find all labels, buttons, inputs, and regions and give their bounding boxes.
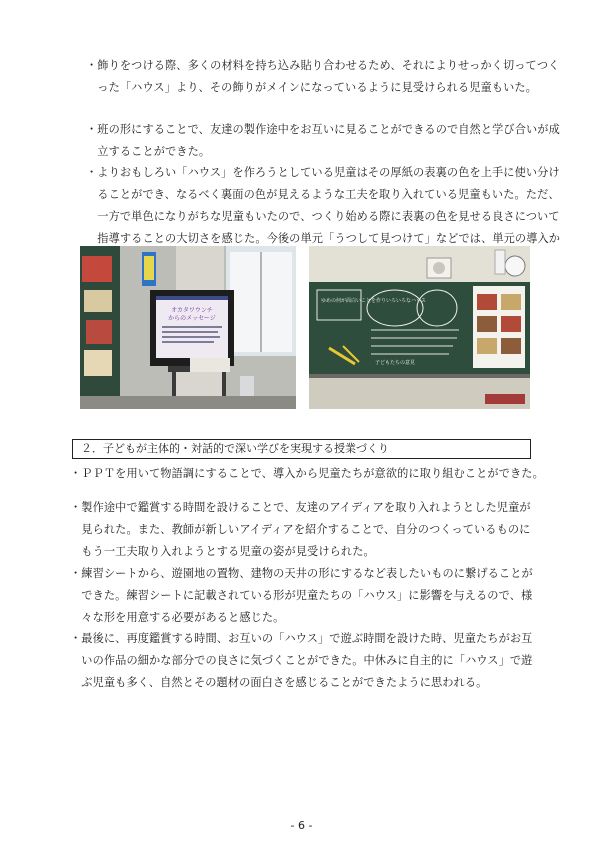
board-text-2: 子どもたちの意見 bbox=[375, 360, 416, 366]
paragraph-ppt bbox=[70, 463, 544, 485]
photo-right-image bbox=[309, 246, 530, 409]
text-line: ・ＰＰＴを用いて物語調にすることで、導入から児童たちが意欲的に取り組むことができた。 bbox=[70, 467, 544, 480]
screen-title-line2: からのメッセージ bbox=[168, 315, 216, 322]
section-heading: ２．子どもが主体的・対話的で深い学びを実現する授業づくり bbox=[72, 439, 531, 459]
text-line: ・練習シートから、遊園地の置物、建物の天井の形にするなど表したいものに繋げることが bbox=[70, 567, 533, 580]
text-line: ることができ、なるべく裏面の色が見えるような工夫を取り入れている児童もいた。ただ、 bbox=[86, 188, 560, 201]
text-line: もう一工夫取り入れようとする児童の姿が見受けられた。 bbox=[70, 545, 375, 558]
classroom-monitor-photo bbox=[80, 246, 296, 409]
paragraph-group-shape bbox=[86, 119, 560, 163]
blackboard-photo bbox=[309, 246, 530, 409]
text-line: 々な形を用意する必要があると感じた。 bbox=[70, 611, 285, 624]
text-line: いの作品の細かな部分での良さに気づくことができた。中休みに自主的に「ハウス」で遊 bbox=[70, 654, 533, 667]
text-line: ・製作途中で鑑賞する時間を設けることで、友達のアイディアを取り入れようとした児童が bbox=[70, 501, 531, 514]
text-line: った「ハウス」より、その飾りがメインになっているように見受けられる児童もいた。 bbox=[86, 81, 537, 94]
page-number: - 6 - bbox=[290, 819, 313, 832]
paragraph-decorations bbox=[86, 55, 560, 99]
text-line: できた。練習シートに記載されている形が児童たちの「ハウス」に影響を与えるので、様 bbox=[70, 589, 533, 602]
text-line: ぶ児童も多く、自然とその題材の面白さを感じることができたように思われる。 bbox=[70, 676, 488, 689]
paragraph-practice-sheet bbox=[70, 563, 540, 629]
paragraph-final-appreciation bbox=[70, 628, 540, 694]
text-line: 見られた。また、教師が新しいアイディアを紹介することで、自分のつくっているものに bbox=[70, 523, 531, 536]
board-text-1: ゆめの何が面白いことを作りいろいろなハウス bbox=[321, 298, 426, 304]
text-line: 一方で単色になりがちな児童もいたので、つくり始める際に表裏の色を見せる良さについて bbox=[86, 210, 560, 223]
text-line: ・飾りをつける際、多くの材料を持ち込み貼り合わせるため、それによりせっかく切ってつく bbox=[86, 59, 560, 72]
photo-left-image bbox=[80, 246, 296, 409]
text-line: 指導することの大切さを感じた。今後の単元「うつして見つけて」などでは、単元の導入か bbox=[86, 232, 561, 245]
text-line: 立することができた。 bbox=[86, 145, 211, 158]
screen-title-line1: オカタワウンチ bbox=[171, 307, 213, 314]
paragraph-appreciation bbox=[70, 497, 540, 563]
text-line: ・最後に、再度鑑賞する時間、お互いの「ハウス」で遊ぶ時間を設けた時、児童たちがお互 bbox=[70, 632, 533, 645]
text-line: ・よりおもしろい「ハウス」を作ろうとしている児童はその厚紙の表裏の色を上手に使い分け bbox=[86, 166, 560, 179]
text-line: ・班の形にすることで、友達の製作途中をお互いに見ることができるので自然と学び合いが成 bbox=[86, 123, 560, 136]
